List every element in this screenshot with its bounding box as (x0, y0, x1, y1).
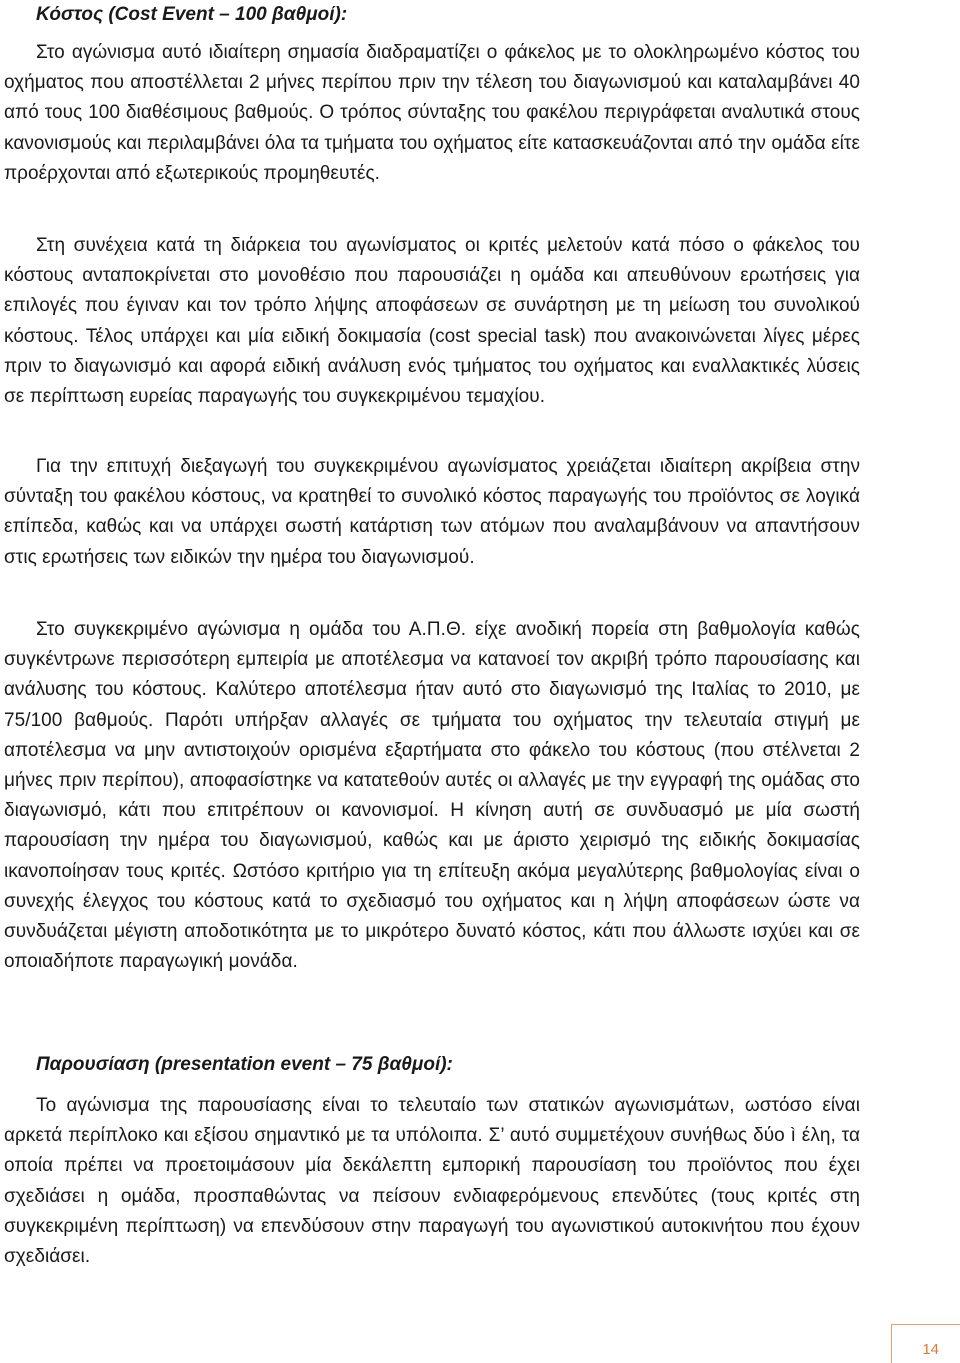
paragraph: Το αγώνισμα της παρουσίασης είναι το τελευταίο των στατικών αγωνισμάτων, ωστόσο είναι αρκετά περίπλοκο και εξίσου σημαντικό με τα υπόλοιπα. Σ’ αυτό συμμετέχουν συνήθως δύο ì έλη, τα οποία πρέπει να προετοιμάσουν μία δεκάλεπτη εμπορική παρουσίαση του προϊόντος που έχει σχεδιάσει η ομάδα, προσπαθώντας να πείσουν ενδιαφερόμενους επενδύτες (τους κριτές στη συγκεκριμένη περίπτωση) να επενδύσουν στην παραγωγή του αγωνιστικού αυτοκινήτου που έχουν σχεδιάσει. (4, 1095, 860, 1268)
section-heading-presentation-event: Παρουσίαση (presentation event – 75 βαθμοί): (36, 1054, 453, 1075)
paragraph: Για την επιτυχή διεξαγωγή του συγκεκριμένου αγωνίσματος χρειάζεται ιδιαίτερη ακρίβεια στην σύνταξη του φακέλου κόστους, να κρατηθεί το συνολικό κόστος παραγωγής του προϊόντος σε λογικά επίπεδα, καθώς και να υπάρχει σωστή κατάρτιση των ατόμων που αναλαμβάνουν να απαντήσουν στις ερωτήσεις των ειδικών την ημέρα του διαγωνισμού. (4, 456, 860, 568)
section-heading-cost-event: Κόστος (Cost Event – 100 βαθμοί): (36, 4, 348, 25)
paragraph: Στη συνέχεια κατά τη διάρκεια του αγωνίσματος οι κριτές μελετούν κατά πόσο ο φάκελος του κόστους ανταποκρίνεται στο μονοθέσιο που παρουσιάζει η ομάδα και απευθύνουν ερωτήσεις για επιλογές που έγιναν και τον τρόπο λήψης αποφάσεων σε συνάρτηση με τη μείωση του συνολικού κόστους. Τέλος υπάρχει και μία ειδική δοκιμασία (cost special task) που ανακοινώνεται λίγες μέρες πριν το διαγωνισμό και αφορά ειδική ανάλυση ενός τμήματος του οχήματος και εναλλακτικές λύσεις σε περίπτωση ευρείας παραγωγής του συγκεκριμένου τεμαχίου. (4, 235, 860, 408)
paragraph: Στο αγώνισμα αυτό ιδιαίτερη σημασία διαδραματίζει ο φάκελος με το ολοκληρωμένο κόστος του οχήματος που αποστέλλεται 2 μήνες περίπου πριν την τέλεση του διαγωνισμού και καταλαμβάνει 40 από τους 100 διαθέσιμους βαθμούς. Ο τρόπος σύνταξης του φακέλου περιγράφεται αναλυτικά στους κανονισμούς και περιλαμβάνει όλα τα τμήματα του οχήματος είτε κατασκευάζονται από την ομάδα είτε προέρχονται από εξωτερικούς προμηθευτές. (4, 42, 860, 184)
page-number-box (891, 1324, 960, 1363)
paragraph: Στο συγκεκριμένο αγώνισμα η ομάδα του Α.Π.Θ. είχε ανοδική πορεία στη βαθμολογία καθώς συγκέντρωνε περισσότερη εμπειρία με αποτέλεσμα να κατανοεί τον ακριβή τρόπο παρουσίασης και ανάλυσης του κόστους. Καλύτερο αποτέλεσμα ήταν αυτό στο διαγωνισμό της Ιταλίας το 2010, με 75/100 βαθμούς. Παρότι υπήρξαν αλλαγές σε τμήματα του οχήματος την τελευταία στιγμή με αποτέλεσμα να μην αντιστοιχούν ορισμένα εξαρτήματα στο φάκελο του κόστους (που στέλνεται 2 μήνες πριν περίπου), αποφασίστηκε να κατατεθούν αυτές οι αλλαγές με την εγγραφή της ομάδας στο διαγωνισμό, κάτι που επιτρέπουν οι κανονισμοί. Η κίνηση αυτή σε συνδυασμό με μία σωστή παρουσίαση την ημέρα του διαγωνισμού, καθώς και με άριστο χειρισμό της ειδικής δοκιμασίας ικανοποίησαν τους κριτές. Ωστόσο κριτήριο για τη επίτευξη ακόμα μεγαλύτερης βαθμολογίας είναι ο συνεχής έλεγχος του κόστους κατά το σχεδιασμό του οχήματος και η λήψη αποφάσεων ώστε να συνδυάζεται μέγιστη αποδοτικότητα με το μικρότερο δυνατό κόστος, κάτι που άλλωστε ισχύει και σε οποιαδήποτε παραγωγική μονάδα. (4, 619, 860, 973)
page-number: 14 (922, 1341, 939, 1358)
